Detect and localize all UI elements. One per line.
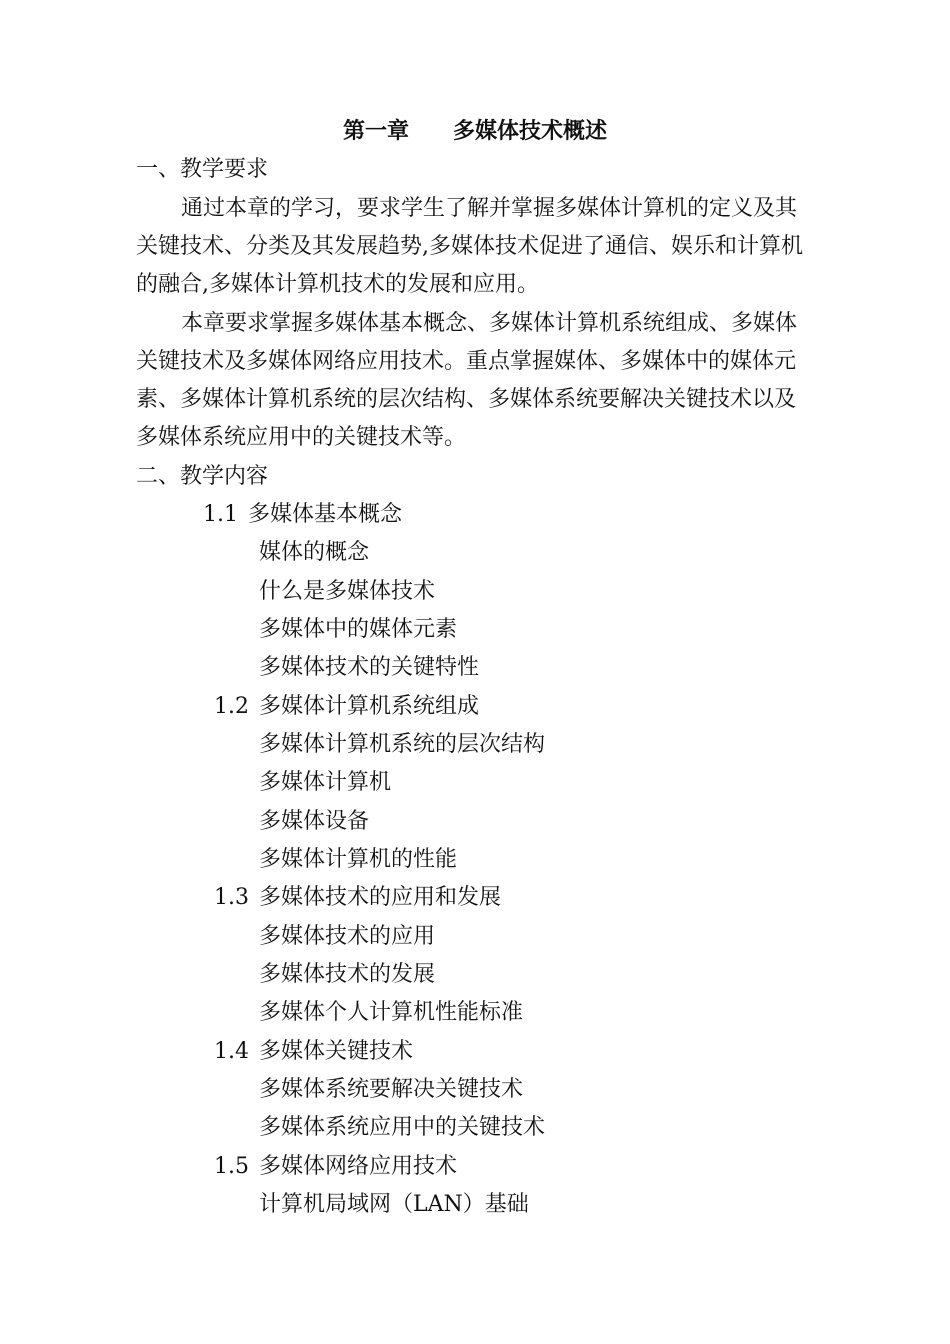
topic-item: 多媒体设备 [259, 809, 370, 834]
topic-heading [214, 693, 479, 721]
topic-item: 多媒体个人计算机性能标准 [259, 1000, 524, 1025]
topic-item: 多媒体技术的发展 [259, 962, 436, 987]
topic-item: 媒体的概念 [259, 540, 370, 565]
topic-heading [214, 1153, 457, 1181]
topic-heading [214, 884, 501, 912]
topic-item: 多媒体技术的应用 [259, 924, 436, 949]
topic-item: 多媒体系统要解决关键技术 [259, 1077, 524, 1102]
chapter-name: 多媒体技术概述 [453, 119, 608, 144]
topic-heading [214, 1038, 413, 1066]
topic-item: 多媒体计算机 [259, 770, 392, 795]
topic-item: 什么是多媒体技术 [259, 579, 436, 604]
topic-item: 多媒体技术的关键特性 [259, 655, 480, 680]
topic-number: 1.3 [214, 885, 249, 910]
topic-number: 1.2 [214, 694, 249, 719]
section-heading-requirements: 一、教学要求 [136, 157, 269, 182]
topic-item: 多媒体中的媒体元素 [259, 617, 458, 642]
paragraph-line: 本章要求掌握多媒体基本概念、多媒体计算机系统组成、多媒体 [181, 311, 798, 336]
topic-title: 多媒体网络应用技术 [259, 1154, 458, 1179]
topic-item: 多媒体系统应用中的关键技术 [259, 1115, 546, 1140]
topic-item: 计算机局域网（LAN）基础 [259, 1192, 529, 1217]
topic-item: 多媒体计算机系统的层次结构 [259, 732, 546, 757]
topic-title: 多媒体技术的应用和发展 [259, 885, 502, 910]
section-heading-content: 二、教学内容 [136, 464, 269, 489]
topic-item: 多媒体计算机的性能 [259, 847, 458, 872]
paragraph-line: 素、多媒体计算机系统的层次结构、多媒体系统要解决关键技术以及 [136, 387, 797, 412]
topic-number: 1.5 [214, 1154, 249, 1179]
topic-title: 多媒体基本概念 [248, 502, 403, 527]
topic-number: 1.1 [203, 502, 238, 527]
topic-title: 多媒体关键技术 [259, 1039, 414, 1064]
paragraph-line: 通过本章的学习，要求学生了解并掌握多媒体计算机的定义及其 [181, 196, 798, 221]
topic-title: 多媒体计算机系统组成 [259, 694, 480, 719]
paragraph-line: 关键技术、分类及其发展趋势,多媒体技术促进了通信、娱乐和计算机 [136, 234, 803, 259]
paragraph-line: 多媒体系统应用中的关键技术等。 [136, 425, 467, 450]
paragraph-line: 关键技术及多媒体网络应用技术。重点掌握媒体、多媒体中的媒体元 [136, 349, 797, 374]
paragraph-line: 的融合,多媒体计算机技术的发展和应用。 [136, 272, 539, 297]
chapter-label: 第一章 [342, 119, 409, 144]
topic-heading [203, 501, 402, 529]
topic-number: 1.4 [214, 1039, 249, 1064]
chapter-title [0, 118, 950, 146]
